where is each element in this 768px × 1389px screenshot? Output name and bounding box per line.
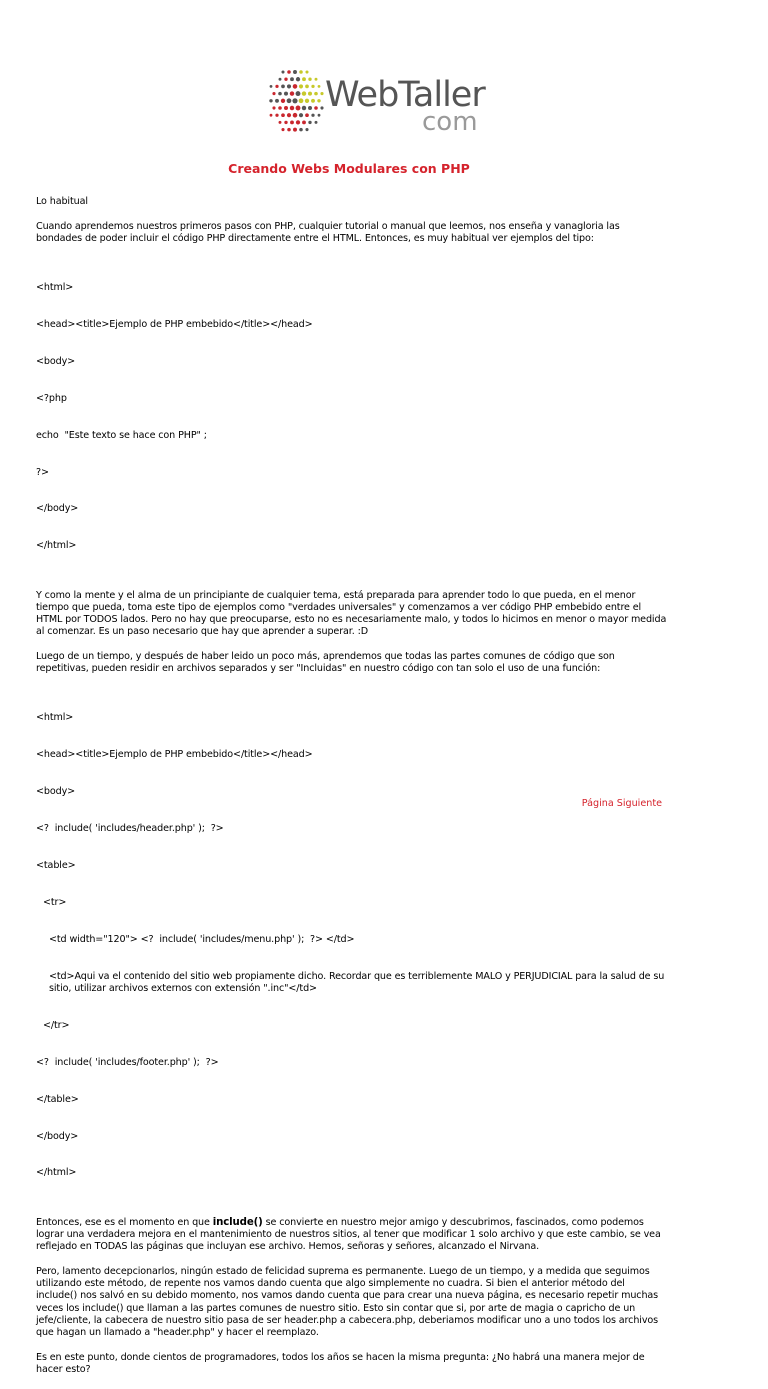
logo-dot bbox=[311, 114, 314, 117]
paragraph-3: Luego de un tiempo, y después de haber leido un poco más, aprendemos que todas las partes comunes de código que son repetitivas, pueden residir en archivos separados y ser "Incluidas" en nuestro código con tan solo el uso de una función: bbox=[36, 650, 615, 675]
logo-dot bbox=[302, 120, 306, 124]
logo-dot bbox=[278, 106, 282, 110]
logo-dot bbox=[293, 84, 298, 89]
logo-dot bbox=[299, 84, 303, 88]
logo-dot-grid bbox=[269, 70, 323, 132]
logo-dot bbox=[305, 113, 309, 117]
logo-dot bbox=[315, 78, 318, 81]
logo-dot bbox=[318, 85, 321, 88]
logo-dot bbox=[320, 106, 323, 109]
logo-dot bbox=[317, 99, 320, 102]
logo-dot bbox=[287, 84, 291, 88]
logo-dot bbox=[296, 91, 301, 96]
logo-dot bbox=[299, 128, 303, 132]
logo-dot bbox=[314, 92, 318, 96]
code-line: <head><title>Ejemplo de PHP embebido</title></head> bbox=[36, 318, 313, 330]
logo-dot bbox=[278, 92, 282, 96]
logo-dot bbox=[308, 92, 312, 96]
code-line: <? include( 'includes/header.php' ); ?> bbox=[36, 823, 224, 835]
code-line: <body> bbox=[36, 355, 76, 367]
logo-dot bbox=[302, 106, 306, 110]
logo-dot bbox=[290, 120, 294, 124]
logo-dot bbox=[275, 99, 279, 103]
code-line: <html> bbox=[36, 712, 74, 724]
paragraph-2: Y como la mente y el alma de un principiante de cualquier tema, está preparada para aprender todo lo que pueda, en el menor tiempo que pueda, toma este tipo de ejemplos como "verdades universales" y comenzamos a ver código PHP embebido entre el HTML por TODOS lados. Pero no hay que preocuparse, esto no es necesariamente malo, y todos lo hicimos en menor o mayor medida al comenzar. Es un paso necesario que hay que aprender a superar. :D bbox=[36, 589, 667, 638]
logo-suffix-text: com bbox=[422, 107, 478, 136]
logo-dot bbox=[305, 128, 308, 131]
code-line: echo "Este texto se hace con PHP" ; bbox=[36, 429, 207, 441]
logo-dot bbox=[290, 77, 294, 81]
logo-dot bbox=[281, 113, 285, 117]
logo-dot bbox=[284, 78, 287, 81]
logo-dot bbox=[299, 113, 303, 117]
code-line: </body> bbox=[36, 503, 79, 515]
logo-dot bbox=[287, 113, 291, 117]
logo-dot bbox=[270, 85, 273, 88]
code-line: ?> bbox=[36, 466, 49, 478]
logo-dot bbox=[292, 98, 297, 103]
code-line: <html> bbox=[36, 282, 74, 294]
code-line: <body> bbox=[36, 786, 76, 798]
code-line: <?php bbox=[36, 392, 67, 404]
section-heading: Lo habitual bbox=[36, 196, 88, 207]
logo-dot bbox=[281, 128, 284, 131]
logo-dot bbox=[272, 106, 275, 109]
logo-dot bbox=[293, 70, 297, 74]
logo-dot bbox=[287, 98, 292, 103]
logo-dot bbox=[290, 91, 294, 95]
article-body bbox=[36, 196, 668, 1389]
logo-dot bbox=[287, 70, 291, 74]
logo-dot bbox=[308, 78, 311, 81]
logo-dot bbox=[281, 70, 284, 73]
code-line: </table> bbox=[36, 1093, 79, 1105]
logo-dot bbox=[305, 70, 308, 73]
code-line: <tr> bbox=[43, 896, 67, 908]
logo-dot bbox=[296, 106, 301, 111]
logo-dot bbox=[287, 128, 291, 132]
paragraph-5: Pero, lamento decepcionarlos, ningún estado de felicidad suprema es permanente. Luego de un tiempo, y a medida que seguimos utilizando este método, de repente nos vamos dando cuenta que algo simplemente no cuadra. Si bien el anterior método del include() nos salvó en su debido momento, nos vamos dando cuenta que para crear una nueva página, es necesario repetir muchas veces los include() que llaman a las partes comunes de nuestro sitio. Esto sin contar que si, por arte de magia o capricho de un jefe/cliente, la cabecera de nuestro sitio pasa de ser header.php a cabecera.php, deberiamos modificar uno a uno todos los archivos que hagan un llamado a "header.php" y hacer el reemplazo. bbox=[36, 1265, 659, 1339]
logo-dot bbox=[269, 99, 272, 102]
logo-dot bbox=[296, 120, 300, 124]
logo-dot bbox=[302, 91, 306, 95]
logo-dot bbox=[305, 85, 309, 89]
logo-dot bbox=[318, 114, 321, 117]
code-line: </tr> bbox=[43, 1019, 70, 1031]
logo-dot bbox=[284, 106, 288, 110]
logo-dot bbox=[281, 85, 285, 89]
logo-dot bbox=[314, 106, 318, 110]
code-line: <table> bbox=[36, 860, 76, 872]
logo-dot bbox=[305, 99, 309, 103]
paragraph-4 bbox=[36, 1217, 668, 1254]
paragraph-6: Es en este punto, donde cientos de programadores, todos los años se hacen la misma pregunta: ¿No habrá una manera mejor de hacer esto? bbox=[36, 1351, 645, 1376]
logo-name-text: WebTaller bbox=[325, 75, 485, 115]
logo-dot bbox=[290, 106, 294, 110]
logo-dot bbox=[284, 121, 287, 124]
logo-dot bbox=[293, 113, 298, 118]
logo-dot bbox=[308, 106, 312, 110]
logo-dot bbox=[281, 99, 285, 103]
logo-dot bbox=[299, 70, 303, 74]
code-line: <td>Aqui va el contenido del sitio web propiamente dicho. Recordar que es terriblemente MALO y PERJUDICIAL para la salud de su sitio, utilizar archivos externos con extensión ".inc"</td> bbox=[49, 970, 668, 994]
paragraph-4-intro: Entonces, ese es el momento en que bbox=[36, 1216, 213, 1228]
code-line: </html> bbox=[36, 540, 77, 552]
code-line: <? include( 'includes/footer.php' ); ?> bbox=[36, 1056, 219, 1068]
document-title: Creando Webs Modulares con PHP bbox=[228, 161, 470, 176]
logo-dot bbox=[308, 121, 311, 124]
logo-dot bbox=[311, 85, 314, 88]
logo-dot bbox=[284, 92, 288, 96]
logo-dot bbox=[272, 92, 275, 95]
logo-dot bbox=[311, 99, 315, 103]
logo-dot bbox=[315, 121, 318, 124]
code-line: </html> bbox=[36, 1167, 77, 1179]
webtaller-logo bbox=[267, 68, 507, 136]
logo-dot bbox=[279, 121, 282, 124]
logo-dot bbox=[275, 85, 278, 88]
code-line: <head><title>Ejemplo de PHP embebido</title></head> bbox=[36, 749, 313, 761]
logo-dot bbox=[320, 92, 323, 95]
paragraph-1: Cuando aprendemos nuestros primeros pasos con PHP, cualquier tutorial o manual que leemos, nos enseña y vanagloria las bondades de poder incluir el código PHP directamente entre el HTML. Entonces, es muy habitual ver ejemplos del tipo: bbox=[36, 220, 620, 244]
code-line: </body> bbox=[36, 1130, 79, 1142]
logo-dot bbox=[275, 114, 278, 117]
webtaller-logo-mark bbox=[267, 68, 507, 136]
next-page-link[interactable]: Página Siguiente bbox=[581, 798, 662, 809]
paragraph-4-rest: se convierte en nuestro mejor amigo y descubrimos, fascinados, como podemos lograr una verdadera mejora en el mantenimiento de nuestros sitios, al tener que modificar 1 solo archivo y que este cambio, se vea reflejado en TODAS las páginas que incluyan ese archivo. Hemos, señoras y señores, alcanzado el Nirvana. bbox=[36, 1216, 661, 1253]
code-line: <td width="120"> <? include( 'includes/menu.php' ); ?> </td> bbox=[49, 933, 355, 945]
logo-dot bbox=[293, 128, 297, 132]
code-example-2 bbox=[36, 688, 668, 1204]
logo-dot bbox=[299, 98, 304, 103]
logo-dot bbox=[279, 78, 282, 81]
code-example-1 bbox=[36, 257, 668, 577]
logo-dot bbox=[302, 77, 306, 81]
include-function-keyword: include() bbox=[212, 1216, 263, 1228]
logo-dot bbox=[296, 77, 300, 81]
logo-dot bbox=[270, 114, 273, 117]
